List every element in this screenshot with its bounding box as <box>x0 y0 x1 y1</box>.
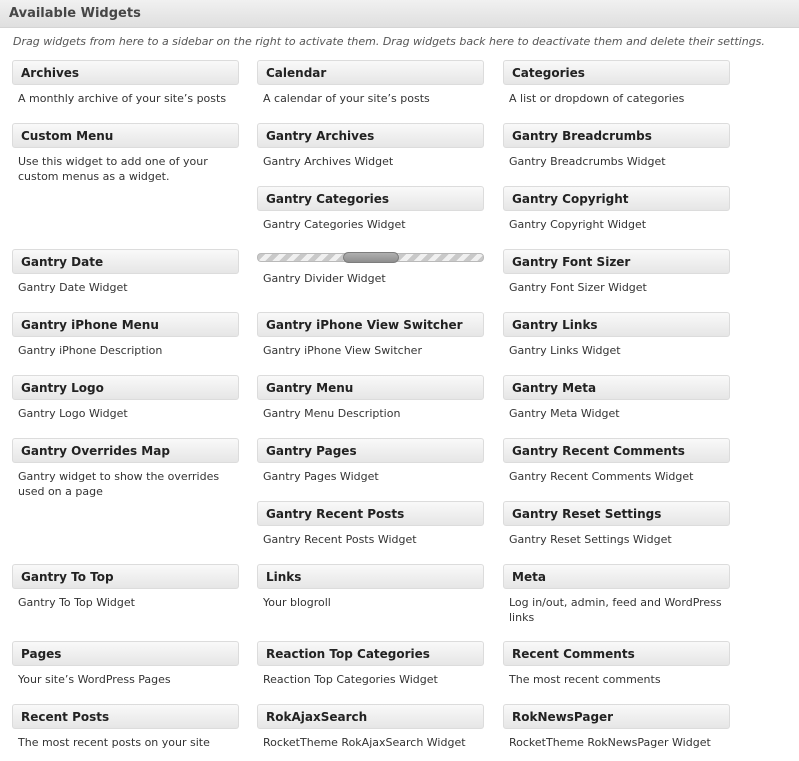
widget-gantry-categories[interactable] <box>257 186 484 232</box>
widget-links[interactable] <box>257 564 484 610</box>
widget-title[interactable]: Gantry Date <box>12 249 239 274</box>
widget-title[interactable]: Gantry To Top <box>12 564 239 589</box>
widget-gantry-menu[interactable] <box>257 375 484 421</box>
widget-title[interactable]: Gantry Overrides Map <box>12 438 239 463</box>
widget-gantry-recent-posts[interactable] <box>257 501 484 547</box>
widget-title[interactable]: Gantry Copyright <box>503 186 730 211</box>
widget-pages[interactable] <box>12 641 239 687</box>
widget-gantry-logo[interactable] <box>12 375 239 421</box>
widget-custom-menu[interactable] <box>12 123 239 184</box>
widget-description: Gantry Breadcrumbs Widget <box>509 155 666 168</box>
widget-title[interactable]: Recent Posts <box>12 704 239 729</box>
widget-description: Gantry Reset Settings Widget <box>509 533 672 546</box>
widget-description: The most recent posts on your site <box>18 736 210 749</box>
divider-bar[interactable] <box>257 253 484 262</box>
widget-description: Use this widget to add one of your custom menus as a widget. <box>18 155 208 183</box>
widget-title[interactable]: Gantry iPhone View Switcher <box>257 312 484 337</box>
widget-title[interactable]: Categories <box>503 60 730 85</box>
widget-description: Reaction Top Categories Widget <box>263 673 438 686</box>
widget-gantry-date[interactable] <box>12 249 239 295</box>
widget-categories[interactable] <box>503 60 730 106</box>
widget-description: Gantry Recent Posts Widget <box>263 533 417 546</box>
widget-title[interactable]: Reaction Top Categories <box>257 641 484 666</box>
widget-description: Gantry Copyright Widget <box>509 218 647 231</box>
widget-rokajaxsearch[interactable] <box>257 704 484 750</box>
widgets-description: Drag widgets from here to a sidebar on the right to activate them. Drag widgets back here to deactivate them and delete their settings. <box>13 35 765 48</box>
widget-description: Gantry iPhone Description <box>18 344 163 357</box>
widget-title[interactable]: Gantry Font Sizer <box>503 249 730 274</box>
widget-title[interactable]: Gantry Pages <box>257 438 484 463</box>
widget-description: Gantry iPhone View Switcher <box>263 344 422 357</box>
widget-gantry-iphone-view-switcher[interactable] <box>257 312 484 358</box>
widget-gantry-font-sizer[interactable] <box>503 249 730 295</box>
widget-description: Gantry Pages Widget <box>263 470 379 483</box>
widget-meta[interactable] <box>503 564 730 625</box>
widget-title[interactable]: Gantry Categories <box>257 186 484 211</box>
widget-recent-posts[interactable] <box>12 704 239 750</box>
widget-description: Gantry Date Widget <box>18 281 128 294</box>
panel-title: Available Widgets <box>9 6 141 21</box>
widget-gantry-iphone-menu[interactable] <box>12 312 239 358</box>
widget-title[interactable]: Custom Menu <box>12 123 239 148</box>
widget-title[interactable]: Gantry Recent Posts <box>257 501 484 526</box>
widget-recent-comments[interactable] <box>503 641 730 687</box>
widget-description: Gantry Logo Widget <box>18 407 128 420</box>
widget-description: Your blogroll <box>263 596 331 609</box>
widget-title[interactable]: Gantry Links <box>503 312 730 337</box>
widget-description: Gantry Divider Widget <box>263 272 386 285</box>
widget-description: A list or dropdown of categories <box>509 92 685 105</box>
widget-description: Gantry Archives Widget <box>263 155 394 168</box>
widget-title[interactable]: Archives <box>12 60 239 85</box>
widget-description: The most recent comments <box>509 673 661 686</box>
widget-gantry-links[interactable] <box>503 312 730 358</box>
widget-reaction-top-categories[interactable] <box>257 641 484 687</box>
widget-title[interactable]: Gantry Menu <box>257 375 484 400</box>
widget-title[interactable]: Gantry Archives <box>257 123 484 148</box>
widget-calendar[interactable] <box>257 60 484 106</box>
widget-title[interactable]: Recent Comments <box>503 641 730 666</box>
widget-description: A monthly archive of your site’s posts <box>18 92 227 105</box>
widget-gantry-to-top[interactable] <box>12 564 239 610</box>
widget-roknewspager[interactable] <box>503 704 730 750</box>
widget-title[interactable]: Calendar <box>257 60 484 85</box>
widget-description: A calendar of your site’s posts <box>263 92 430 105</box>
widget-description: Gantry Recent Comments Widget <box>509 470 694 483</box>
widget-description: Your site’s WordPress Pages <box>18 673 171 686</box>
widget-description: Gantry Menu Description <box>263 407 401 420</box>
widget-description: Log in/out, admin, feed and WordPress links <box>509 596 722 624</box>
widget-description: Gantry Font Sizer Widget <box>509 281 647 294</box>
widget-gantry-breadcrumbs[interactable] <box>503 123 730 169</box>
drag-handle-icon[interactable] <box>343 252 399 263</box>
widget-description: RocketTheme RokAjaxSearch Widget <box>263 736 466 749</box>
widget-gantry-pages[interactable] <box>257 438 484 484</box>
widget-title[interactable]: Gantry Reset Settings <box>503 501 730 526</box>
available-widgets-header[interactable] <box>0 0 799 28</box>
widget-title[interactable]: RokNewsPager <box>503 704 730 729</box>
widget-title[interactable]: Gantry Recent Comments <box>503 438 730 463</box>
widget-description: RocketTheme RokNewsPager Widget <box>509 736 711 749</box>
widget-gantry-recent-comments[interactable] <box>503 438 730 484</box>
widget-description: Gantry Categories Widget <box>263 218 406 231</box>
widget-gantry-divider[interactable] <box>257 249 484 286</box>
widget-title[interactable]: Meta <box>503 564 730 589</box>
widget-gantry-reset-settings[interactable] <box>503 501 730 547</box>
widget-title[interactable]: Pages <box>12 641 239 666</box>
widget-description: Gantry Meta Widget <box>509 407 620 420</box>
widget-description: Gantry widget to show the overrides used on a page <box>18 470 220 498</box>
widget-gantry-copyright[interactable] <box>503 186 730 232</box>
widget-gantry-meta[interactable] <box>503 375 730 421</box>
widget-title[interactable]: RokAjaxSearch <box>257 704 484 729</box>
widget-title[interactable]: Gantry iPhone Menu <box>12 312 239 337</box>
widget-title[interactable]: Gantry Breadcrumbs <box>503 123 730 148</box>
widget-title[interactable]: Gantry Meta <box>503 375 730 400</box>
widget-title[interactable]: Gantry Logo <box>12 375 239 400</box>
widget-title[interactable]: Links <box>257 564 484 589</box>
widget-archives[interactable] <box>12 60 239 106</box>
widget-description: Gantry To Top Widget <box>18 596 135 609</box>
widget-gantry-archives[interactable] <box>257 123 484 169</box>
widget-description: Gantry Links Widget <box>509 344 621 357</box>
widget-gantry-overrides-map[interactable] <box>12 438 239 499</box>
